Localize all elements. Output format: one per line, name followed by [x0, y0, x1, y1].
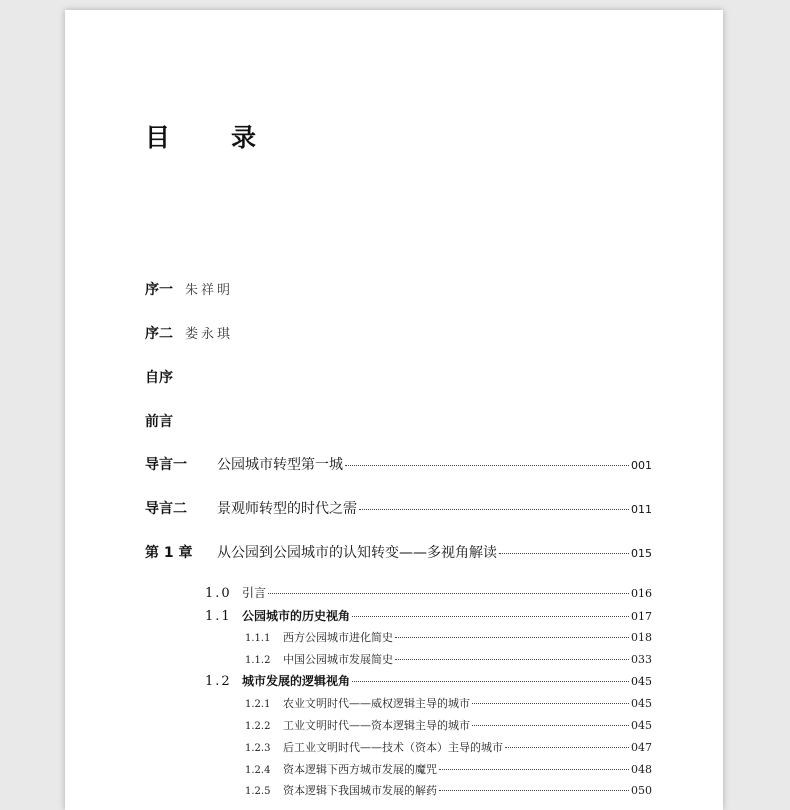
subsection-page-number: 033 [631, 653, 652, 666]
entry-label: 序二 [145, 326, 173, 342]
section-page-number: 017 [631, 610, 652, 623]
dot-leader [472, 725, 629, 726]
entry-label: 自序 [145, 370, 173, 386]
toc-subsection-1-2-4[interactable] [245, 761, 652, 777]
subsection-title: 后工业文明时代——技术（资本）主导的城市 [283, 741, 503, 754]
subsection-page-number: 018 [631, 631, 652, 644]
subsection-page-number: 050 [631, 784, 652, 797]
toc-entry-chapter-1[interactable] [145, 542, 652, 562]
toc-subsection-1-2-3[interactable] [245, 739, 652, 755]
section-title: 公园城市的历史视角 [242, 609, 351, 623]
subsection-page-number: 045 [631, 719, 652, 732]
toc-entry-intro-1[interactable] [145, 454, 652, 474]
toc-section-1-0[interactable] [205, 584, 652, 601]
dot-leader [472, 703, 629, 704]
entry-page-number: 001 [631, 459, 652, 472]
toc-entry-foreword[interactable] [145, 411, 652, 431]
subsection-title: 中国公园城市发展简史 [283, 653, 393, 666]
dot-leader [439, 769, 629, 770]
toc-subsection-1-2-2[interactable] [245, 717, 652, 733]
subsection-title: 资本逻辑下西方城市发展的魔咒 [283, 763, 437, 776]
subsection-number: 1.2.4 [245, 765, 271, 776]
section-page-number: 045 [631, 675, 652, 688]
subsection-page-number: 045 [631, 697, 652, 710]
dot-leader [395, 659, 629, 660]
subsection-number: 1.1.1 [245, 633, 271, 644]
entry-number: 导言一 [145, 457, 187, 473]
section-title: 引言 [242, 586, 267, 600]
entry-label: 序一 [145, 282, 173, 298]
subsection-title: 农业文明时代——威权逻辑主导的城市 [283, 697, 470, 710]
toc-section-1-2[interactable] [205, 672, 652, 689]
toc-section-1-1[interactable] [205, 607, 652, 624]
entry-page-number: 011 [631, 503, 652, 516]
entry-title: 公园城市转型第一城 [217, 457, 343, 473]
toc-entry-intro-2[interactable] [145, 498, 652, 518]
entry-label: 前言 [145, 414, 173, 430]
subsection-title: 工业文明时代——资本逻辑主导的城市 [283, 719, 470, 732]
section-number: 1.0 [205, 586, 232, 601]
entry-author: 娄永琪 [185, 327, 234, 342]
section-number: 1.2 [205, 674, 232, 689]
toc-title: 目 录 [145, 123, 275, 152]
entry-number: 第 1 章 [145, 545, 193, 561]
toc-subsection-1-2-1[interactable] [245, 695, 652, 711]
toc-entry-author-preface[interactable] [145, 367, 652, 387]
subsection-title: 资本逻辑下我国城市发展的解药 [283, 784, 437, 797]
subsection-page-number: 048 [631, 763, 652, 776]
section-page-number: 016 [631, 587, 652, 600]
subsection-number: 1.2.2 [245, 721, 271, 732]
subsection-number: 1.2.1 [245, 699, 271, 710]
entry-page-number: 015 [631, 547, 652, 560]
section-number: 1.1 [205, 609, 232, 624]
dot-leader [352, 681, 629, 682]
subsection-title: 西方公园城市进化简史 [283, 631, 393, 644]
dot-leader [359, 509, 629, 510]
toc-subsection-1-1-1[interactable] [245, 629, 652, 645]
dot-leader [395, 637, 629, 638]
section-title: 城市发展的逻辑视角 [242, 674, 351, 688]
dot-leader [499, 553, 629, 554]
dot-leader [268, 593, 629, 594]
dot-leader [505, 747, 629, 748]
subsection-number: 1.2.5 [245, 786, 271, 797]
dot-leader [439, 790, 629, 791]
toc-subsection-1-1-2[interactable] [245, 651, 652, 667]
subsection-number: 1.2.3 [245, 743, 271, 754]
entry-author: 朱祥明 [185, 283, 234, 298]
entry-number: 导言二 [145, 501, 187, 517]
dot-leader [345, 465, 629, 466]
entry-title: 从公园到公园城市的认知转变——多视角解读 [217, 545, 497, 561]
document-page [65, 10, 723, 810]
dot-leader [352, 616, 629, 617]
toc-entry-preface-2[interactable] [145, 323, 652, 343]
toc-subsection-1-2-5[interactable] [245, 782, 652, 798]
subsection-page-number: 047 [631, 741, 652, 754]
subsection-number: 1.1.2 [245, 655, 271, 666]
toc-entry-preface-1[interactable] [145, 279, 652, 299]
entry-title: 景观师转型的时代之需 [217, 501, 357, 517]
